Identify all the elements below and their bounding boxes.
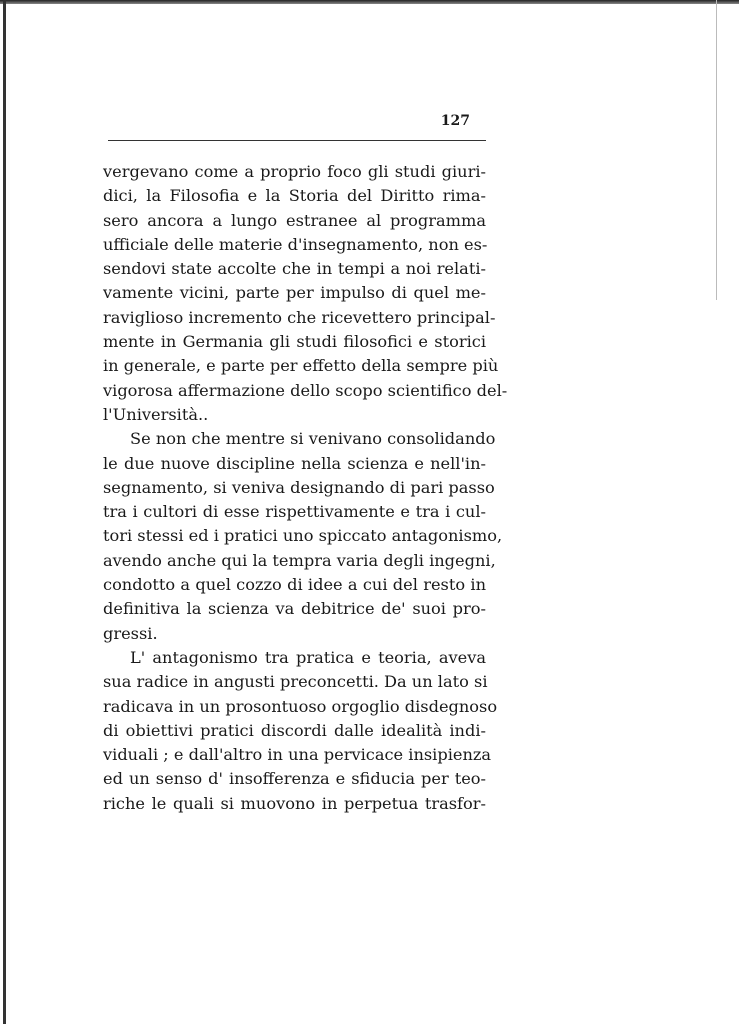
text-line: radicava in un prosontuoso orgoglio disdegnoso <box>103 696 498 716</box>
text-line: sendovi state accolte che in tempi a noi relati- <box>103 259 486 279</box>
text-line: tra i cultori di esse rispettivamente e tra i cul- <box>103 502 486 522</box>
text-line: vigorosa affermazione dello scopo scientifico del- <box>103 380 508 400</box>
text-line: avendo anche qui la tempra varia degli ingegni, <box>103 550 496 570</box>
body-text <box>103 160 508 816</box>
text-line: condotto a quel cozzo di idee a cui del resto in <box>103 575 486 595</box>
paragraph <box>103 160 508 427</box>
text-line: gressi. <box>103 623 158 643</box>
text-line: l'Università.. <box>103 404 209 424</box>
text-line: vamente vicini, parte per impulso di quel me- <box>103 283 486 303</box>
paragraph <box>103 427 503 646</box>
text-line: mente in Germania gli studi filosofici e storici <box>103 332 486 352</box>
text-line: segnamento, si veniva designando di pari passo <box>103 477 495 497</box>
page-number: 127 <box>440 113 470 129</box>
scan-border-top <box>0 0 739 4</box>
scan-border-left <box>3 0 6 1024</box>
text-line: sua radice in angusti preconcetti. Da un lato si <box>103 672 488 692</box>
text-line: viduali ; e dall'altro in una pervicace insipienza <box>103 745 492 765</box>
header-rule <box>108 140 486 141</box>
scan-border-right <box>716 0 717 300</box>
text-line: dici, la Filosofia e la Storia del Diritto rima- <box>103 186 486 206</box>
text-line: in generale, e parte per effetto della sempre più <box>103 356 499 376</box>
paragraph <box>103 646 498 816</box>
text-line: sero ancora a lungo estranee al programma <box>103 210 486 230</box>
text-line: vergevano come a proprio foco gli studi giuri- <box>103 162 486 181</box>
text-line: ufficiale delle materie d'insegnamento, non es- <box>103 234 488 254</box>
text-line: Se non che mentre si venivano consolidando <box>130 429 496 449</box>
text-line: L' antagonismo tra pratica e teoria, aveva <box>130 647 486 667</box>
text-line: ed un senso d' insofferenza e sfiducia per teo- <box>103 769 486 789</box>
text-line: raviglioso incremento che ricevettero principal- <box>103 307 496 327</box>
text-line: tori stessi ed i pratici uno spiccato antagonismo, <box>103 526 503 546</box>
text-line: di obiettivi pratici discordi dalle idealità indi- <box>103 720 486 740</box>
text-line: definitiva la scienza va debitrice de' suoi pro- <box>103 599 486 619</box>
text-line: le due nuove discipline nella scienza e nell'in- <box>103 453 486 473</box>
text-line: riche le quali si muovono in perpetua trasfor- <box>103 793 486 813</box>
